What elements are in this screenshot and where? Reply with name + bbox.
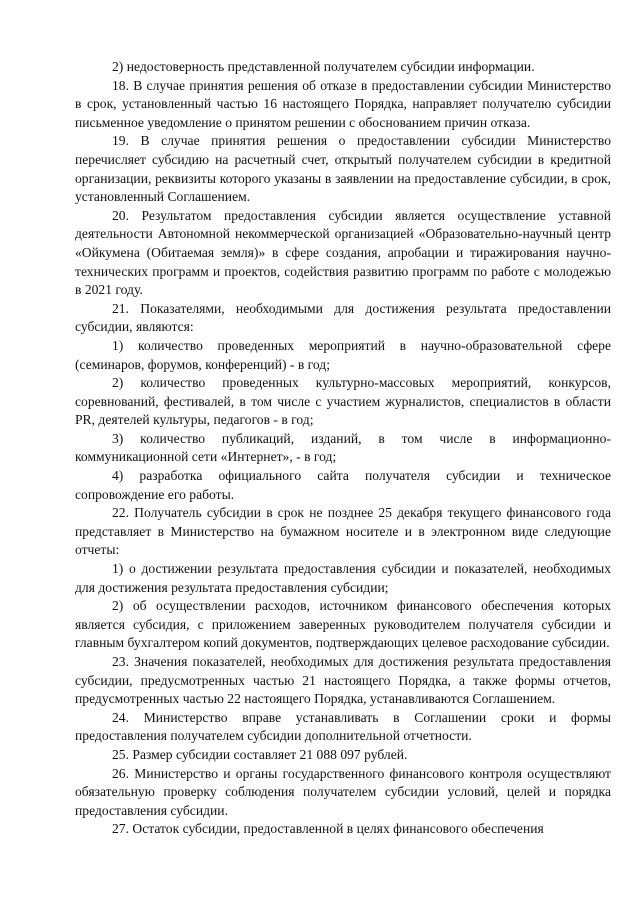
paragraph-24-additional-reporting: 24. Министерство вправе устанавливать в Соглашении сроки и формы предоставления получателем субсидии дополнительной отчетности. bbox=[75, 709, 611, 744]
indicator-item-2-cultural-events: 2) количество проведенных культурно-массовых мероприятий, конкурсов, соревнований, фестивалей, в том числе с участием журналистов, специалистов в области PR, деятелей культуры, педагогов - в год; bbox=[75, 375, 611, 428]
paragraph-18-refusal-notice: 18. В случае принятия решения об отказе в предоставлении субсидии Министерство в срок, установленный частью 16 настоящего Порядка, направляет получателю субсидии письменное уведомление о принятом решении с обоснованием причин отказа. bbox=[75, 77, 611, 130]
paragraph-19-subsidy-transfer: 19. В случае принятия решения о предоставлении субсидии Министерство перечисляет субсидию на расчетный счет, открытый получателем субсидии в кредитной организации, реквизиты которого указаны в заявлении на предоставление субсидии, в срок, установленный Соглашением. bbox=[75, 133, 611, 205]
paragraph-22-reports-intro: 22. Получатель субсидии в срок не позднее 25 декабря текущего финансового года представляет в Министерство на бумажном носителе и в электронном виде следующие отчеты: bbox=[75, 505, 611, 558]
paragraph-27-subsidy-balance: 27. Остаток субсидии, предоставленной в целях финансового обеспечения bbox=[112, 821, 544, 837]
paragraph-23-indicator-values: 23. Значения показателей, необходимых для достижения результата предоставления субсидии, предусмотренных частью 21 настоящего Порядка, а также формы отчетов, предусмотренных частью 22 настоящего Порядка, устанавливаются Соглашением. bbox=[75, 654, 611, 707]
document-page bbox=[75, 58, 611, 839]
indicator-item-3-publications: 3) количество публикаций, изданий, в том числе в информационно-коммуникационной сети «Интернет», - в год; bbox=[75, 430, 611, 465]
report-item-1-results: 1) о достижении результата предоставления субсидии и показателей, необходимых для достижения результата предоставления субсидии; bbox=[75, 561, 611, 595]
indicator-item-1-events: 1) количество проведенных мероприятий в научно-образовательной сфере (семинаров, форумов, конференций) - в год; bbox=[75, 337, 611, 372]
paragraph-21-indicators-intro: 21. Показателями, необходимыми для достижения результата предоставлении субсидии, являются: bbox=[75, 300, 611, 335]
paragraph-26-control-check: 26. Министерство и органы государственного финансового контроля осуществляют обязательную проверку соблюдения получателем субсидии условий, целей и порядка предоставления субсидии. bbox=[75, 765, 611, 818]
paragraph-20-subsidy-result: 20. Результатом предоставления субсидии является осуществление уставной деятельности Автономной некоммерческой организацией «Образовательно-научный центр «Ойкумена (Обитаемая земля)» в сфере создания, апробации и тиражирования научно-технических программ и проектов, содействия развитию программ по работе с молодежью в 2021 году. bbox=[75, 207, 611, 298]
paragraph-25-subsidy-amount: 25. Размер субсидии составляет 21 088 097 рублей. bbox=[112, 746, 408, 762]
indicator-item-4-website: 4) разработка официального сайта получателя субсидии и техническое сопровождение его работы. bbox=[75, 468, 611, 502]
report-item-2-expenses: 2) об осуществлении расходов, источником финансового обеспечения которых является субсидия, с приложением заверенных руководителем получателя субсидии и главным бухгалтером копий документов, подтверждающих целевое расходование субсидии. bbox=[75, 598, 611, 651]
paragraph-item-2-unreliable-info: 2) недостоверность представленной получателем субсидии информации. bbox=[112, 59, 535, 74]
